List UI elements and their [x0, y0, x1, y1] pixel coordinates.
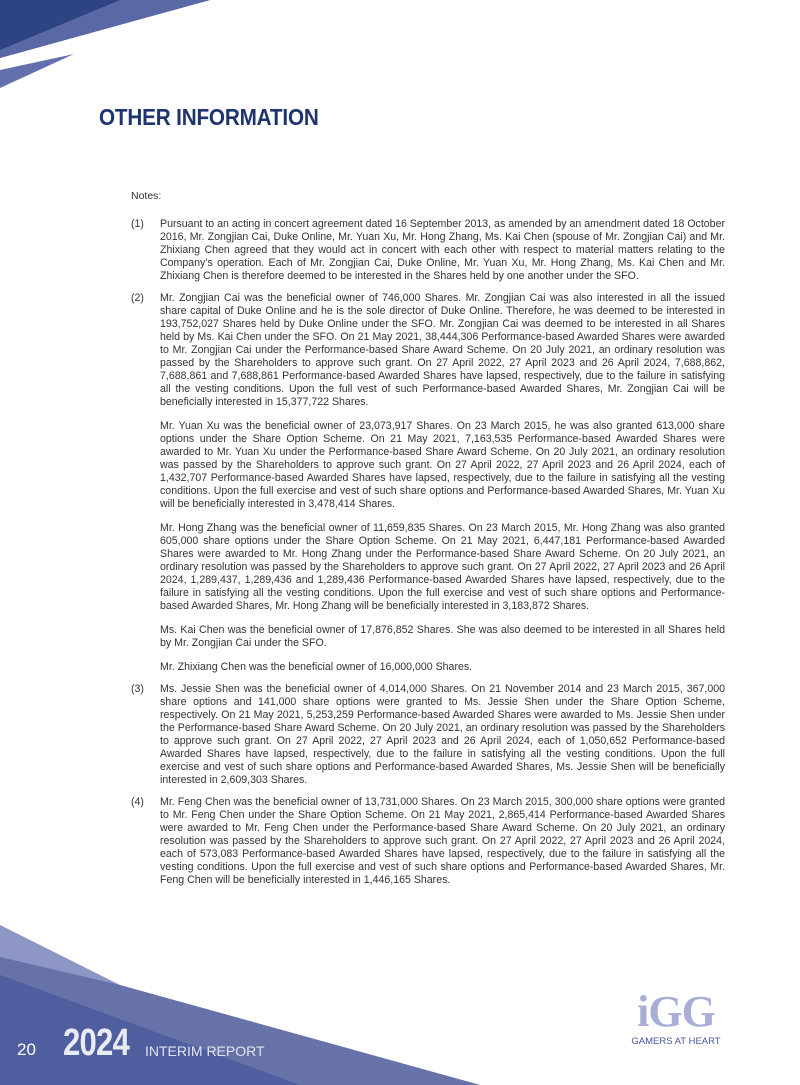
note-body	[160, 683, 725, 787]
report-year: 2024	[63, 1022, 130, 1064]
note-item	[131, 292, 725, 674]
note-paragraph: Mr. Yuan Xu was the beneficial owner of 23,073,917 Shares. On 23 March 2015, he was also granted 613,000 share options under the Share Option Scheme. On 21 May 2021, 7,163,535 Performance-based Awarded Shares were awarded to Mr. Yuan Xu under the Performance-based Share Award Scheme. On 20 July 2021, an ordinary resolution was passed by the Shareholders to approve such grant. On 27 April 2022, 27 April 2023 and 26 April 2024, each of 1,432,707 Performance-based Awarded Shares have lapsed, respectively, due to the failure in satisfying all the vesting conditions. Upon the full exercise and vest of such share options and Performance-based Awarded Shares, Mr. Yuan Xu will be beneficially interested in 3,478,414 Shares.	[160, 420, 725, 510]
header-decoration	[0, 0, 330, 95]
note-paragraph: Mr. Feng Chen was the beneficial owner of 13,731,000 Shares. On 23 March 2015, 300,000 share options were granted to Mr. Feng Chen under the Share Option Scheme. On 21 May 2021, 2,865,414 Performance-based Awarded Shares were awarded to Mr. Feng Chen under the Performance-based Share Award Scheme. On 20 July 2021, an ordinary resolution was passed by the Shareholders to approve such grant. On 27 April 2022, 27 April 2023 and 26 April 2024, each of 573,083 Performance-based Awarded Shares have lapsed, respectively, due to the failure in satisfying all the vesting conditions. Upon the full exercise and vest of such share options and Performance-based Awarded Shares, Mr. Feng Chen will be beneficially interested in 1,446,165 Shares.	[160, 796, 725, 886]
page-title: OTHER INFORMATION	[99, 104, 319, 130]
notes-list	[131, 218, 725, 896]
page-number: 20	[17, 1040, 36, 1059]
note-item	[131, 683, 725, 787]
report-label: INTERIM REPORT	[145, 1043, 265, 1059]
note-paragraph: Pursuant to an acting in concert agreement dated 16 September 2013, as amended by an amendment dated 18 October 2016, Mr. Zongjian Cai, Duke Online, Mr. Yuan Xu, Mr. Hong Zhang, Ms. Kai Chen (spouse of Mr. Zongjian Cai) and Mr. Zhixiang Chen agreed that they would act in concert with each other with respect to material matters relating to the Company’s operation. Each of Mr. Zongjian Cai, Duke Online, Mr. Yuan Xu, Mr. Hong Zhang, Ms. Kai Chen and Mr. Zhixiang Chen is therefore deemed to be interested in the Shares held by one another under the SFO.	[160, 218, 725, 282]
igg-logo	[626, 987, 726, 1047]
note-item	[131, 796, 725, 887]
note-number: (2)	[131, 292, 144, 304]
note-body	[160, 292, 725, 674]
note-paragraph: Mr. Zhixiang Chen was the beneficial owner of 16,000,000 Shares.	[160, 661, 473, 673]
note-paragraph: Ms. Jessie Shen was the beneficial owner of 4,014,000 Shares. On 21 November 2014 and 23 March 2015, 367,000 share options and 141,000 share options were granted to Ms. Jessie Shen under the Share Option Scheme, respectively. On 21 May 2021, 5,253,259 Performance-based Awarded Shares were awarded to Ms. Jessie Shen under the Performance-based Share Award Scheme. On 20 July 2021, an ordinary resolution was passed by the Shareholders to approve such grant. On 27 April 2022, 27 April 2023 and 26 April 2024, each of 1,050,652 Performance-based Awarded Shares have lapsed, respectively, due to the failure in satisfying all the vesting conditions. Upon the full exercise and vest of such share options and Performance-based Awarded Shares, Ms. Jessie Shen will be beneficially interested in 2,609,303 Shares.	[160, 683, 725, 786]
note-body	[160, 218, 725, 283]
note-item	[131, 218, 725, 283]
note-paragraph: Mr. Zongjian Cai was the beneficial owner of 746,000 Shares. Mr. Zongjian Cai was also interested in all the issued share capital of Duke Online and he is the sole director of Duke Online. Therefore, he was deemed to be interested in 193,752,027 Shares held by Duke Online under the SFO. Mr. Zongjian Cai was deemed to be interested in all Shares held by Ms. Kai Chen under the SFO. On 21 May 2021, 38,444,306 Performance-based Awarded Shares were awarded to Mr. Zongjian Cai under the Performance-based Share Award Scheme. On 20 July 2021, an ordinary resolution was passed by the Shareholders to approve such grant. On 27 April 2022, 27 April 2023 and 26 April 2024, 7,688,862, 7,688,861 and 7,688,861 Performance-based Awarded Shares have lapsed, respectively, due to the failure in satisfying all the vesting conditions. Upon the full vest of such Performance-based Awarded Shares, Mr. Zongjian Cai will be beneficially interested in 15,377,722 Shares.	[160, 292, 725, 408]
note-paragraph: Mr. Hong Zhang was the beneficial owner of 11,659,835 Shares. On 23 March 2015, Mr. Hong Zhang was also granted 605,000 share options under the Share Option Scheme. On 21 May 2021, 6,447,181 Performance-based Awarded Shares were awarded to Mr. Hong Zhang under the Performance-based Share Award Scheme. On 20 July 2021, an ordinary resolution was passed by the Shareholders to approve such grant. On 27 April 2022, 27 April 2023 and 26 April 2024, 1,289,437, 1,289,436 and 1,289,436 Performance-based Awarded Shares have lapsed, respectively, due to the failure in satisfying all the vesting conditions. Upon the full exercise and vest of such share options and Performance-based Awarded Shares, Mr. Hong Zhang will be beneficially interested in 3,183,872 Shares.	[160, 522, 725, 612]
note-body	[160, 796, 725, 887]
note-paragraph: Ms. Kai Chen was the beneficial owner of 17,876,852 Shares. She was also deemed to be interested in all Shares held by Mr. Zongjian Cai under the SFO.	[160, 624, 725, 649]
notes-label: Notes:	[131, 190, 162, 202]
note-number: (1)	[131, 218, 144, 230]
logo-mark: iGG	[637, 987, 715, 1036]
note-number: (4)	[131, 796, 144, 808]
note-number: (3)	[131, 683, 144, 695]
logo-tagline: GAMERS AT HEART	[631, 1036, 721, 1047]
